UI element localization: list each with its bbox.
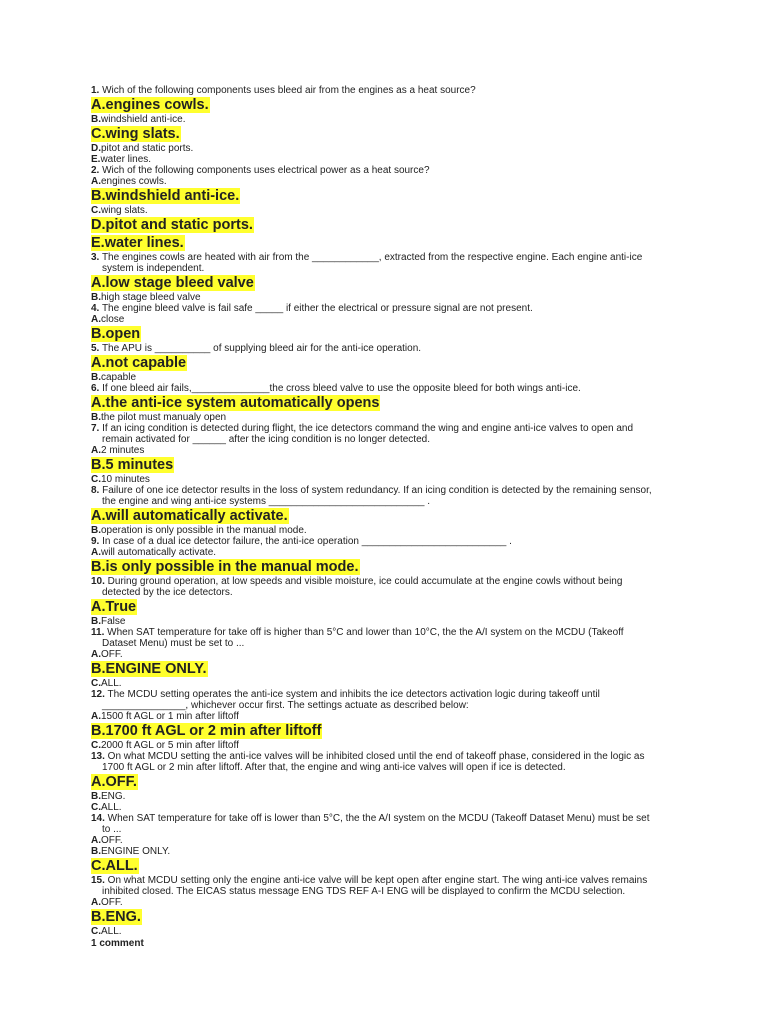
answer-option: A.2 minutes (91, 445, 145, 456)
question-line: 13. On what MCDU setting the anti-ice valves will be inhibited closed until the end of takeoff phase, considered in the logic as (91, 751, 645, 762)
answer-option: B.capable (91, 372, 137, 383)
highlighted-answer: A.engines cowls. (91, 97, 209, 113)
question-continuation: 1700 ft AGL or 2 min after liftoff. After that, the engine and wing anti-ice valves will open if ice is detected. (102, 762, 566, 773)
answer-option: B.ENG. (91, 791, 126, 802)
answer-option: C.ALL. (91, 802, 122, 813)
answer-option: B.ENGINE ONLY. (91, 846, 171, 857)
item-number: E. (91, 154, 101, 165)
answer-option: B.the pilot must manualy open (91, 412, 227, 423)
question-line: 14. When SAT temperature for take off is lower than 5°C, the the A/I system on the MCDU (Takeoff Dataset Menu) must be set (91, 813, 650, 824)
highlighted-answer: B.windshield anti-ice. (91, 188, 240, 204)
question-line: 15. On what MCDU setting only the engine anti-ice valve will be kept open after engine start. The wing anti-ice valves remains (91, 875, 648, 886)
item-number: 10. (91, 576, 105, 587)
answer-option: C.10 minutes (91, 474, 150, 485)
item-number: C. (91, 474, 101, 485)
question-line: 1. Wich of the following components uses bleed air from the engines as a heat source? (91, 85, 476, 96)
item-number: 4. (91, 303, 100, 314)
highlighted-answer: A.low stage bleed valve (91, 275, 254, 291)
question-line: 5. The APU is __________ of supplying bleed air for the anti-ice operation. (91, 343, 422, 354)
answer-option: A.close (91, 314, 125, 325)
question-continuation: detected by the ice detectors. (102, 587, 233, 598)
item-number: 5. (91, 343, 100, 354)
item-number: 1. (91, 85, 100, 96)
answer-option: A.OFF. (91, 897, 123, 908)
answer-option: B.operation is only possible in the manual mode. (91, 525, 307, 536)
item-number: 3. (91, 252, 100, 263)
answer-option: B.windshield anti-ice. (91, 114, 186, 125)
question-line: 7. If an icing condition is detected during flight, the ice detectors command the wing and engine anti-ice valves to open and (91, 423, 634, 434)
highlighted-answer: D.pitot and static ports. (91, 217, 253, 233)
question-line: 4. The engine bleed valve is fail safe _____ if either the electrical or pressure signal are not present. (91, 303, 533, 314)
item-number: 11. (91, 627, 105, 638)
item-number: A. (91, 835, 101, 846)
item-number: C. (91, 926, 101, 937)
item-number: A. (91, 897, 101, 908)
highlighted-answer: A.not capable (91, 355, 187, 371)
item-number: 2. (91, 165, 100, 176)
item-number: D. (91, 143, 101, 154)
item-number: 6. (91, 383, 100, 394)
highlighted-answer: C.wing slats. (91, 126, 180, 142)
answer-option: A.OFF. (91, 835, 123, 846)
highlighted-answer: B.open (91, 326, 141, 342)
answer-option: B.high stage bleed valve (91, 292, 201, 303)
item-number: B. (91, 525, 101, 536)
answer-option: C.ALL. (91, 926, 122, 937)
item-number: B. (91, 412, 101, 423)
answer-option: A.engines cowls. (91, 176, 167, 187)
item-number: 8. (91, 485, 100, 496)
question-continuation: the engine and wing anti-ice systems ____________________________ . (102, 496, 431, 507)
highlighted-answer: A.will automatically activate. (91, 508, 288, 524)
item-number: 7. (91, 423, 100, 434)
question-line: 2. Wich of the following components uses electrical power as a heat source? (91, 165, 430, 176)
item-number: B. (91, 372, 101, 383)
item-number: C. (91, 802, 101, 813)
item-number: A. (91, 711, 101, 722)
item-number: B. (91, 846, 101, 857)
item-number: A. (91, 547, 101, 558)
highlighted-answer: B.5 minutes (91, 457, 174, 473)
question-line: 11. When SAT temperature for take off is higher than 5°C and lower than 10°C, the the A/I system on the MCDU (Takeoff (91, 627, 624, 638)
answer-option: C.wing slats. (91, 205, 148, 216)
question-line: 8. Failure of one ice detector results in the loss of system redundancy. If an icing condition is detected by the remaining sensor, (91, 485, 652, 496)
highlighted-answer: A.the anti-ice system automatically opens (91, 395, 380, 411)
answer-option: A.OFF. (91, 649, 123, 660)
highlighted-answer: B.is only possible in the manual mode. (91, 559, 359, 575)
question-line: 6. If one bleed air fails,______________the cross bleed valve to use the opposite bleed for both wings anti-ice. (91, 383, 581, 394)
answer-option: C.ALL. (91, 678, 122, 689)
quiz-document (91, 85, 681, 950)
question-line: 9. In case of a dual ice detector failure, the anti-ice operation __________________________ . (91, 536, 512, 547)
question-line: 3. The engines cowls are heated with air from the ____________, extracted from the respective engine. Each engine anti-ice (91, 252, 643, 263)
highlighted-answer: B.ENG. (91, 909, 141, 925)
item-number: A. (91, 445, 101, 456)
item-number: B. (91, 791, 101, 802)
item-number: B. (91, 292, 101, 303)
item-number: C. (91, 740, 101, 751)
item-number: C. (91, 678, 101, 689)
item-number: 9. (91, 536, 100, 547)
item-number: B. (91, 114, 101, 125)
item-number: A. (91, 649, 101, 660)
item-number: A. (91, 314, 101, 325)
highlighted-answer: A.OFF. (91, 774, 137, 790)
highlighted-answer: E.water lines. (91, 235, 184, 251)
item-number: C. (91, 205, 101, 216)
highlighted-answer: A.True (91, 599, 137, 615)
highlighted-answer: B.ENGINE ONLY. (91, 661, 207, 677)
question-continuation: remain activated for ______ after the icing condition is no longer detected. (102, 434, 430, 445)
highlighted-answer: C.ALL. (91, 858, 138, 874)
answer-option: D.pitot and static ports. (91, 143, 194, 154)
answer-option: E.water lines. (91, 154, 152, 165)
question-continuation: Dataset Menu) must be set to ... (102, 638, 245, 649)
item-number: 13. (91, 751, 105, 762)
question-continuation: system is independent. (102, 263, 205, 274)
question-line: 12. The MCDU setting operates the anti-ice system and inhibits the ice detectors activation logic during takeoff until (91, 689, 600, 700)
answer-option: C.2000 ft AGL or 5 min after liftoff (91, 740, 239, 751)
item-number: 14. (91, 813, 105, 824)
item-number: A. (91, 176, 101, 187)
item-number: 12. (91, 689, 105, 700)
answer-option: A.will automatically activate. (91, 547, 217, 558)
question-continuation: to ... (102, 824, 122, 835)
answer-option: A.1500 ft AGL or 1 min after liftoff (91, 711, 239, 722)
question-line: 10. During ground operation, at low speeds and visible moisture, ice could accumulate at the engine cowls without being (91, 576, 623, 587)
question-continuation: _______________, whichever occur first. The settings actuate as described below: (102, 700, 469, 711)
answer-option: B.False (91, 616, 126, 627)
question-continuation: inhibited closed. The EICAS status message ENG TDS REF A-I ENG will be displayed to confirm the MCDU selection. (102, 886, 626, 897)
item-number: 15. (91, 875, 105, 886)
item-number: B. (91, 616, 101, 627)
comments-count-link[interactable]: 1 comment (91, 938, 144, 949)
highlighted-answer: B.1700 ft AGL or 2 min after liftoff (91, 723, 322, 739)
